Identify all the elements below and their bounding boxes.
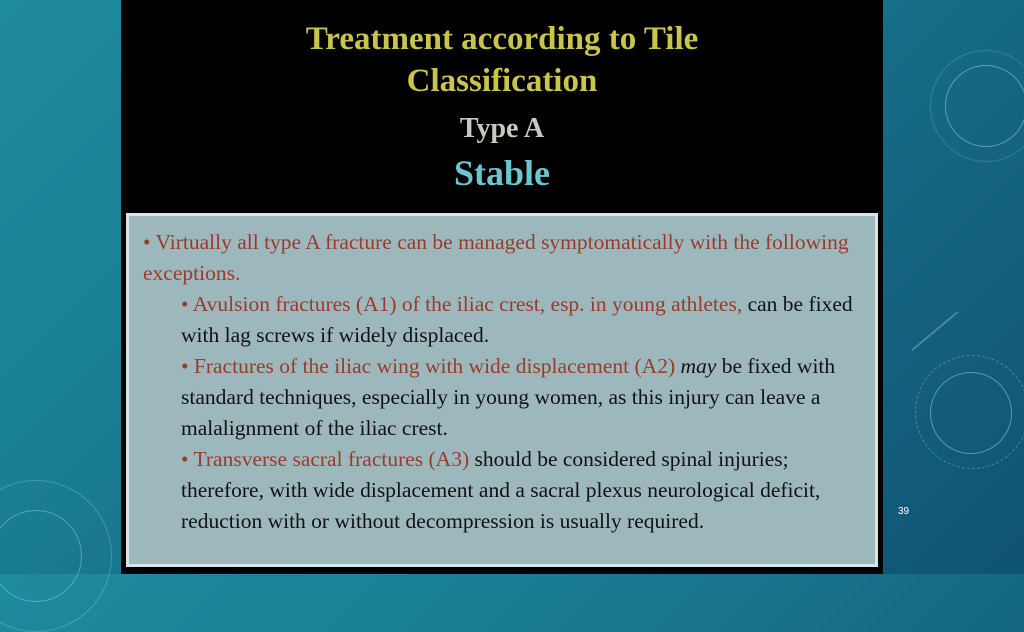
slide-title bbox=[121, 18, 883, 102]
slide-image bbox=[121, 0, 883, 574]
bullet-item-highlight: • Fractures of the iliac wing with wide displacement (A2) bbox=[181, 354, 676, 378]
decorative-line bbox=[911, 311, 958, 351]
content-box bbox=[126, 213, 878, 567]
bullet-item-highlight: • Avulsion fractures (A1) of the iliac crest, esp. in young athletes, bbox=[181, 292, 743, 316]
decorative-ring-icon bbox=[930, 372, 1012, 454]
bullet-item-text: should be considered spinal injuries; therefore, with wide displacement and a sacral plexus neurological deficit, reduction with or without decompression is usually required. bbox=[181, 447, 821, 533]
bullet-item bbox=[181, 351, 871, 444]
bullet-item bbox=[181, 444, 871, 537]
bullet-main: • Virtually all type A fracture can be managed symptomatically with the following exceptions. bbox=[143, 230, 849, 285]
slide-subtitle: Type A bbox=[459, 113, 545, 144]
bullet-item-highlight: • Transverse sacral fractures (A3) bbox=[181, 447, 470, 471]
bullet-item-text: can be fixed with lag screws if widely displaced. bbox=[181, 292, 853, 347]
slide-heading-stable: Stable bbox=[453, 153, 550, 193]
bullet-item-text: be fixed with standard techniques, especially in young women, as this injury can leave a malalignment of the iliac crest. bbox=[181, 354, 836, 440]
slide-title-line2: Classification bbox=[406, 63, 598, 99]
page-number: 39 bbox=[898, 506, 910, 517]
bullet-item-emphasis: may bbox=[680, 354, 717, 378]
bullet-item bbox=[181, 289, 871, 351]
decorative-ring-icon bbox=[945, 65, 1024, 147]
slide-title-line1: Treatment according to Tile bbox=[305, 21, 699, 57]
